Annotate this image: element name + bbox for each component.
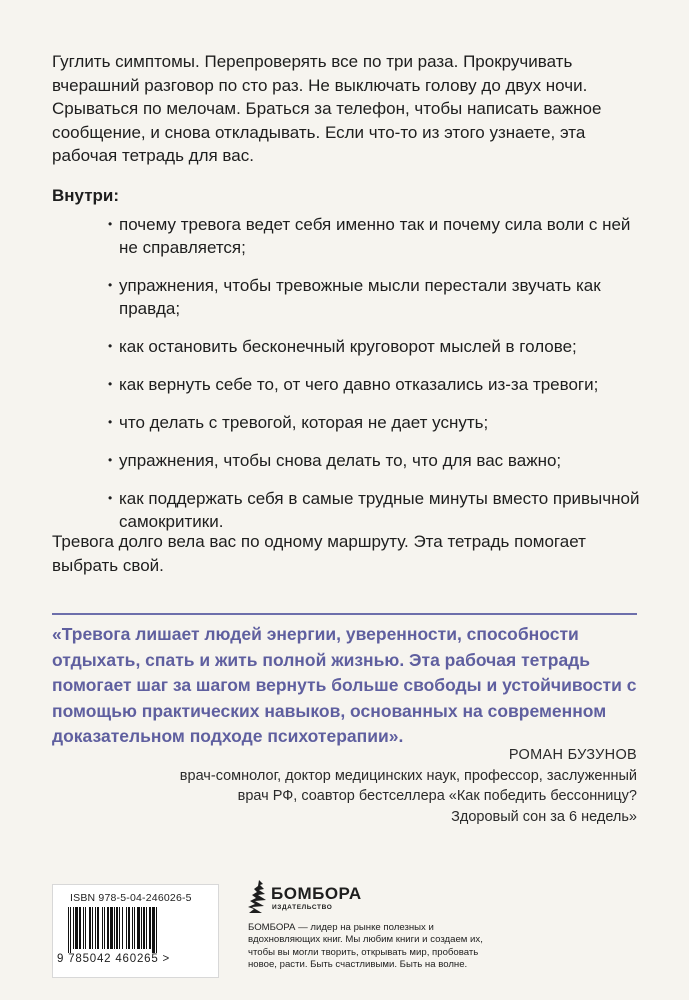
bullet-icon: •	[108, 339, 113, 353]
list-item	[52, 335, 652, 358]
bullet-icon: •	[108, 377, 113, 391]
publisher-description: БОМБОРА — лидер на рынке полезных и вдохновляющих книг. Мы любим книги и создаем их, чтобы вы могли творить, открывать мир, пробовать новое, расти. Быть счастливыми. Быть на волне.	[248, 922, 483, 970]
barcode-icon	[66, 907, 206, 953]
list-item-text: почему тревога ведет себя именно так и почему сила воли с ней не справляется;	[119, 215, 631, 257]
list-item-text: как поддержать себя в самые трудные минуты вместо привычной самокритики.	[119, 489, 640, 531]
barcode-panel	[52, 884, 219, 978]
topics-list	[52, 213, 652, 548]
bullet-icon: •	[108, 415, 113, 429]
bullet-icon: •	[108, 217, 113, 231]
outro-paragraph: Тревога долго вела вас по одному маршруту. Эта тетрадь помогает выбрать свой.	[52, 532, 586, 575]
list-item	[52, 373, 652, 396]
list-item	[52, 274, 652, 320]
quote-attribution	[167, 745, 637, 827]
author-title: врач-сомнолог, доктор медицинских наук, профессор, заслуженный врач РФ, соавтор бестселлера «Как победить бессонницу? Здоровый сон за 6 недель»	[179, 767, 637, 825]
list-item	[52, 449, 652, 472]
list-item-text: как остановить бесконечный круговорот мыслей в голове;	[119, 337, 577, 356]
bombora-logo-icon	[248, 880, 270, 914]
isbn-label: ISBN 978-5-04-246026-5	[70, 892, 192, 904]
bullet-icon: •	[108, 491, 113, 505]
inside-heading: Внутри:	[52, 186, 120, 205]
list-item-text: как вернуть себе то, от чего давно отказались из-за тревоги;	[119, 375, 599, 394]
author-name: РОМАН БУЗУНОВ	[508, 747, 637, 763]
intro-paragraph: Гуглить симптомы. Перепроверять все по три раза. Прокручивать вчерашний разговор по сто раз. Не выключать голову до двух ночи. Срываться по мелочам. Браться за телефон, чтобы написать важное сообщение, и снова откладывать. Если что-то из этого узнаете, эта рабочая тетрадь для вас.	[52, 52, 602, 165]
list-item-text: упражнения, чтобы снова делать то, что для вас важно;	[119, 451, 562, 470]
publisher-subtitle: ИЗДАТЕЛЬСТВО	[272, 904, 333, 911]
list-item	[52, 213, 652, 259]
bullet-icon: •	[108, 453, 113, 467]
list-item-text: упражнения, чтобы тревожные мысли перестали звучать как правда;	[119, 276, 601, 318]
endorsement-quote: «Тревога лишает людей энергии, уверенности, способности отдыхать, спать и жить полной жизнью. Эта рабочая тетрадь помогает шаг за шагом вернуть больше свободы и устойчивости с помощью практических навыков, основанных на современном доказательном подходе психотерапии».	[52, 624, 637, 746]
list-item-text: что делать с тревогой, которая не дает уснуть;	[119, 413, 489, 432]
barcode-digits: 9 785042 460265 >	[57, 953, 171, 965]
list-item	[52, 487, 652, 533]
section-divider	[52, 613, 637, 615]
list-item	[52, 411, 652, 434]
bullet-icon: •	[108, 278, 113, 292]
publisher-name: БОМБОРА	[271, 884, 362, 903]
